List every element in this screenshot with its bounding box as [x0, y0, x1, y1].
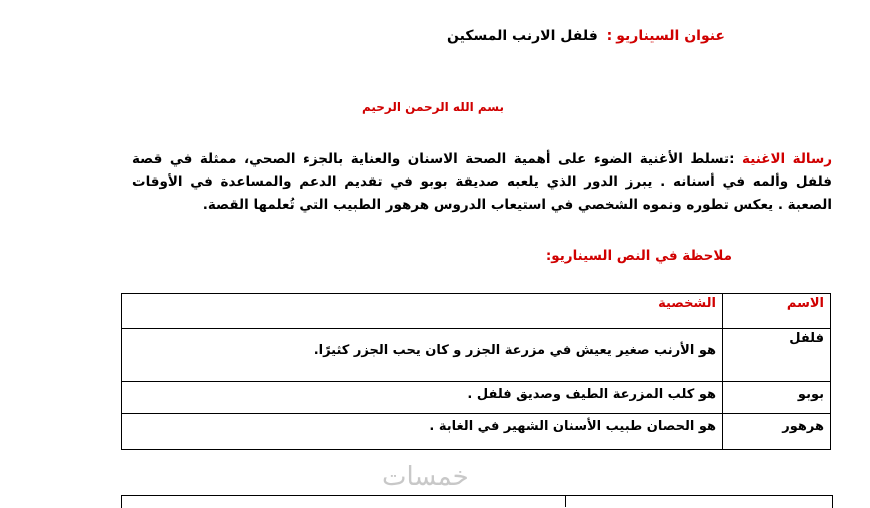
- character-description: هو كلب المزرعة الطيف وصديق فلفل .: [122, 382, 723, 414]
- title-separator: :: [606, 28, 613, 44]
- basmala: [0, 100, 870, 114]
- next-table-divider: [565, 495, 566, 507]
- characters-table: [121, 293, 831, 450]
- note-heading: ملاحظة في النص السيناريو:: [545, 248, 732, 264]
- header-character: الشخصية: [122, 294, 723, 329]
- scenario-title-value: فلفل الارنب المسكين: [447, 28, 598, 44]
- scenario-title: [447, 28, 725, 44]
- header-name: الاسم: [723, 294, 831, 329]
- table-row: [122, 382, 831, 414]
- character-name: هرهور: [723, 414, 831, 450]
- table-row: [122, 414, 831, 450]
- basmala-text: بسم الله الرحمن الرحيم: [361, 100, 505, 114]
- table-header-row: [122, 294, 831, 329]
- character-description: هو الحصان طبيب الأسنان الشهير في الغابة .: [122, 414, 723, 450]
- watermark-logo: خمسات: [382, 462, 469, 492]
- song-message: [132, 148, 832, 217]
- table-row: [122, 329, 831, 382]
- character-name: فلفل: [723, 329, 831, 382]
- song-message-label: رسالة الاغنية: [742, 151, 833, 167]
- character-name: بوبو: [723, 382, 831, 414]
- song-message-text: :تسلط الأغنية الضوء على أهمية الصحة الاسنان والعناية بالجزء الصحي، ممثلة في قصة فلفل وألمه في أسنانه . يبرز الدور الذي يلعبه صديقة بوبو في تقديم الدعم والمساعدة في الأوقات الصعبة . يعكس تطوره ونموه الشخصي في استيعاب الدروس هرهور الطبيب التي تُعلمها القصة.: [132, 151, 832, 213]
- character-description: هو الأرنب صغير يعيش في مزرعة الجزر و كان يحب الجزر كثيرًا.: [122, 329, 723, 382]
- scenario-title-label: عنوان السيناريو: [616, 28, 725, 44]
